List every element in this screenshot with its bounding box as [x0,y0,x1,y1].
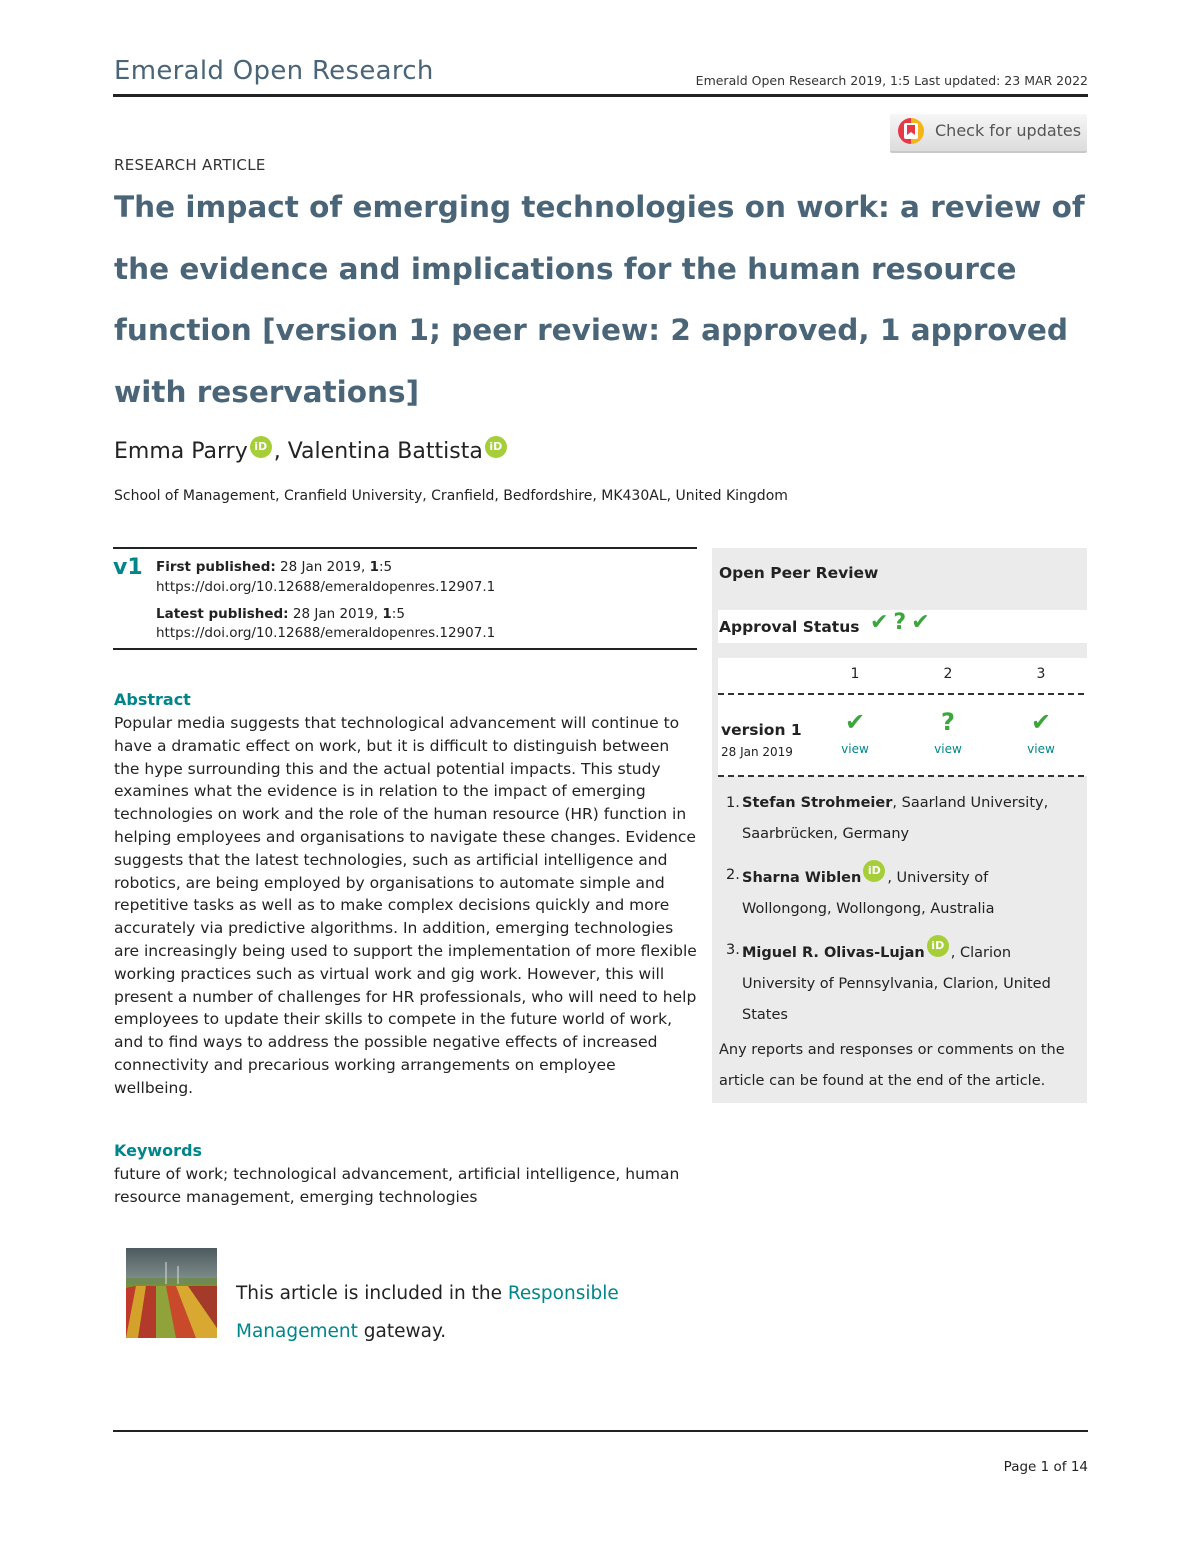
reviewer-number: 3 [1036,666,1046,682]
reviewer-index: 3. [726,942,740,958]
gateway-notice [236,1275,656,1351]
reviewer-index: 1. [726,795,740,811]
gateway-link[interactable]: Responsible Management [236,1283,619,1342]
orcid-icon[interactable]: iD [927,935,949,957]
latest-published-date: 28 Jan 2019, [288,606,383,622]
latest-published-doi-link[interactable]: https://doi.org/10.12688/emeraldopenres.12907.1 [156,625,496,641]
version-date: 28 Jan 2019 [721,745,793,759]
latest-published-label: Latest published: [156,606,289,622]
approval-status-icons: ✔?✔ [870,610,935,635]
author-name[interactable]: Valentina Battista [287,439,483,464]
reservations-question-icon: ? [941,708,955,736]
version-badge: v1 [113,555,143,580]
gateway-thumbnail[interactable] [126,1248,217,1338]
peer-review-title: Open Peer Review [719,564,879,582]
author-list [114,436,509,464]
reviewer-name: Stefan Strohmeier [742,795,893,811]
list-item [722,935,1072,1031]
reviewer-name: Sharna Wiblen [742,870,862,886]
table-divider [718,775,1084,777]
page-number: Page 1 of 14 [1003,1459,1088,1475]
approved-check-icon: ✔ [1030,708,1052,736]
abstract-heading: Abstract [114,690,191,709]
footer-divider [113,1430,1088,1432]
reviewer-affiliation: , Saarland University, Saarbrücken, Germany [742,795,1049,842]
list-item [722,860,1072,925]
reviewer-list [722,788,1072,1041]
orcid-icon[interactable]: iD [485,436,507,458]
check-for-updates-label: Check for updates [935,121,1082,140]
first-published-issue: :5 [378,559,393,575]
gateway-suffix: gateway. [357,1321,447,1342]
latest-published-issue: :5 [391,606,405,622]
view-report-link[interactable]: view [934,742,962,756]
first-published-volume: 1 [369,559,379,575]
approved-check-icon: ✔ [844,708,866,736]
approval-status-label: Approval Status [719,618,860,636]
author-separator: , [273,439,288,464]
bookmark-icon [898,118,924,144]
check-for-updates-button[interactable] [890,114,1087,153]
latest-published [156,606,405,622]
orcid-icon[interactable]: iD [863,860,885,882]
affiliation: School of Management, Cranfield University, Cranfield, Bedfordshire, MK430AL, United Kingdom [114,488,788,504]
reviewer-affiliation: , Clarion University of Pennsylvania, Clarion, United States [742,945,1051,1023]
first-published-date: 28 Jan 2019, [275,559,370,575]
peer-review-panel [712,548,1087,1103]
reviewer-number: 2 [943,666,953,682]
header-divider [113,94,1088,97]
first-published-label: First published: [156,559,276,575]
table-divider [718,693,1084,695]
view-report-link[interactable]: view [1027,742,1055,756]
keywords-heading: Keywords [114,1141,203,1160]
first-published [156,559,392,575]
reviewer-affiliation: , University of Wollongong, Wollongong, Australia [742,870,995,917]
article-title: The impact of emerging technologies on work: a review of the evidence and implications for the human resource function [version 1; peer review: 2 approved, 1 approved with reservations] [114,190,1085,409]
journal-name: Emerald Open Research [114,56,434,86]
pub-divider-top [113,547,697,549]
article-type: RESEARCH ARTICLE [114,156,266,174]
gateway-prefix: This article is included in the [236,1283,508,1304]
latest-published-volume: 1 [382,606,392,622]
keywords-text: future of work; technological advancement, artificial intelligence, human resource management, emerging technologies [114,1165,680,1206]
pub-divider-bottom [113,648,697,650]
orcid-icon[interactable]: iD [250,436,272,458]
header-citation: Emerald Open Research 2019, 1:5 Last updated: 23 MAR 2022 [695,73,1088,88]
reviewer-name: Miguel R. Olivas-Lujan [742,945,925,961]
abstract-text: Popular media suggests that technological advancement will continue to have a dramatic effect on work, but it is difficult to distinguish between the hype surrounding this and the actual potential impacts. This study examines what the evidence is in relation to the impact of emerging technologies on work and the role of the human resource (HR) function in helping employees and organisations to navigate these changes. Evidence suggests that the latest technologies, such as artificial intelligence and robotics, are being employed by organisations to automate simple and repetitive tasks as well as to make complex decisions quickly and more accurately via predictive algorithms. In addition, emerging technologies are increasingly being used to support the implementation of more flexible working practices such as virtual work and gig work. However, this will present a number of challenges for HR professionals, who will need to help employees to update their skills to compete in the future world of work, and to find ways to address the possible negative effects of increased connectivity and precarious working arrangements on employee wellbeing. [114,714,697,1097]
list-item [722,788,1072,850]
version-label: version 1 [721,721,802,739]
reviewer-index: 2. [726,867,740,883]
author-name[interactable]: Emma Parry [114,439,248,464]
reviewer-number: 1 [850,666,860,682]
peer-review-note: Any reports and responses or comments on the article can be found at the end of the article. [719,1042,1065,1089]
first-published-doi-link[interactable]: https://doi.org/10.12688/emeraldopenres.12907.1 [156,579,496,595]
view-report-link[interactable]: view [841,742,869,756]
